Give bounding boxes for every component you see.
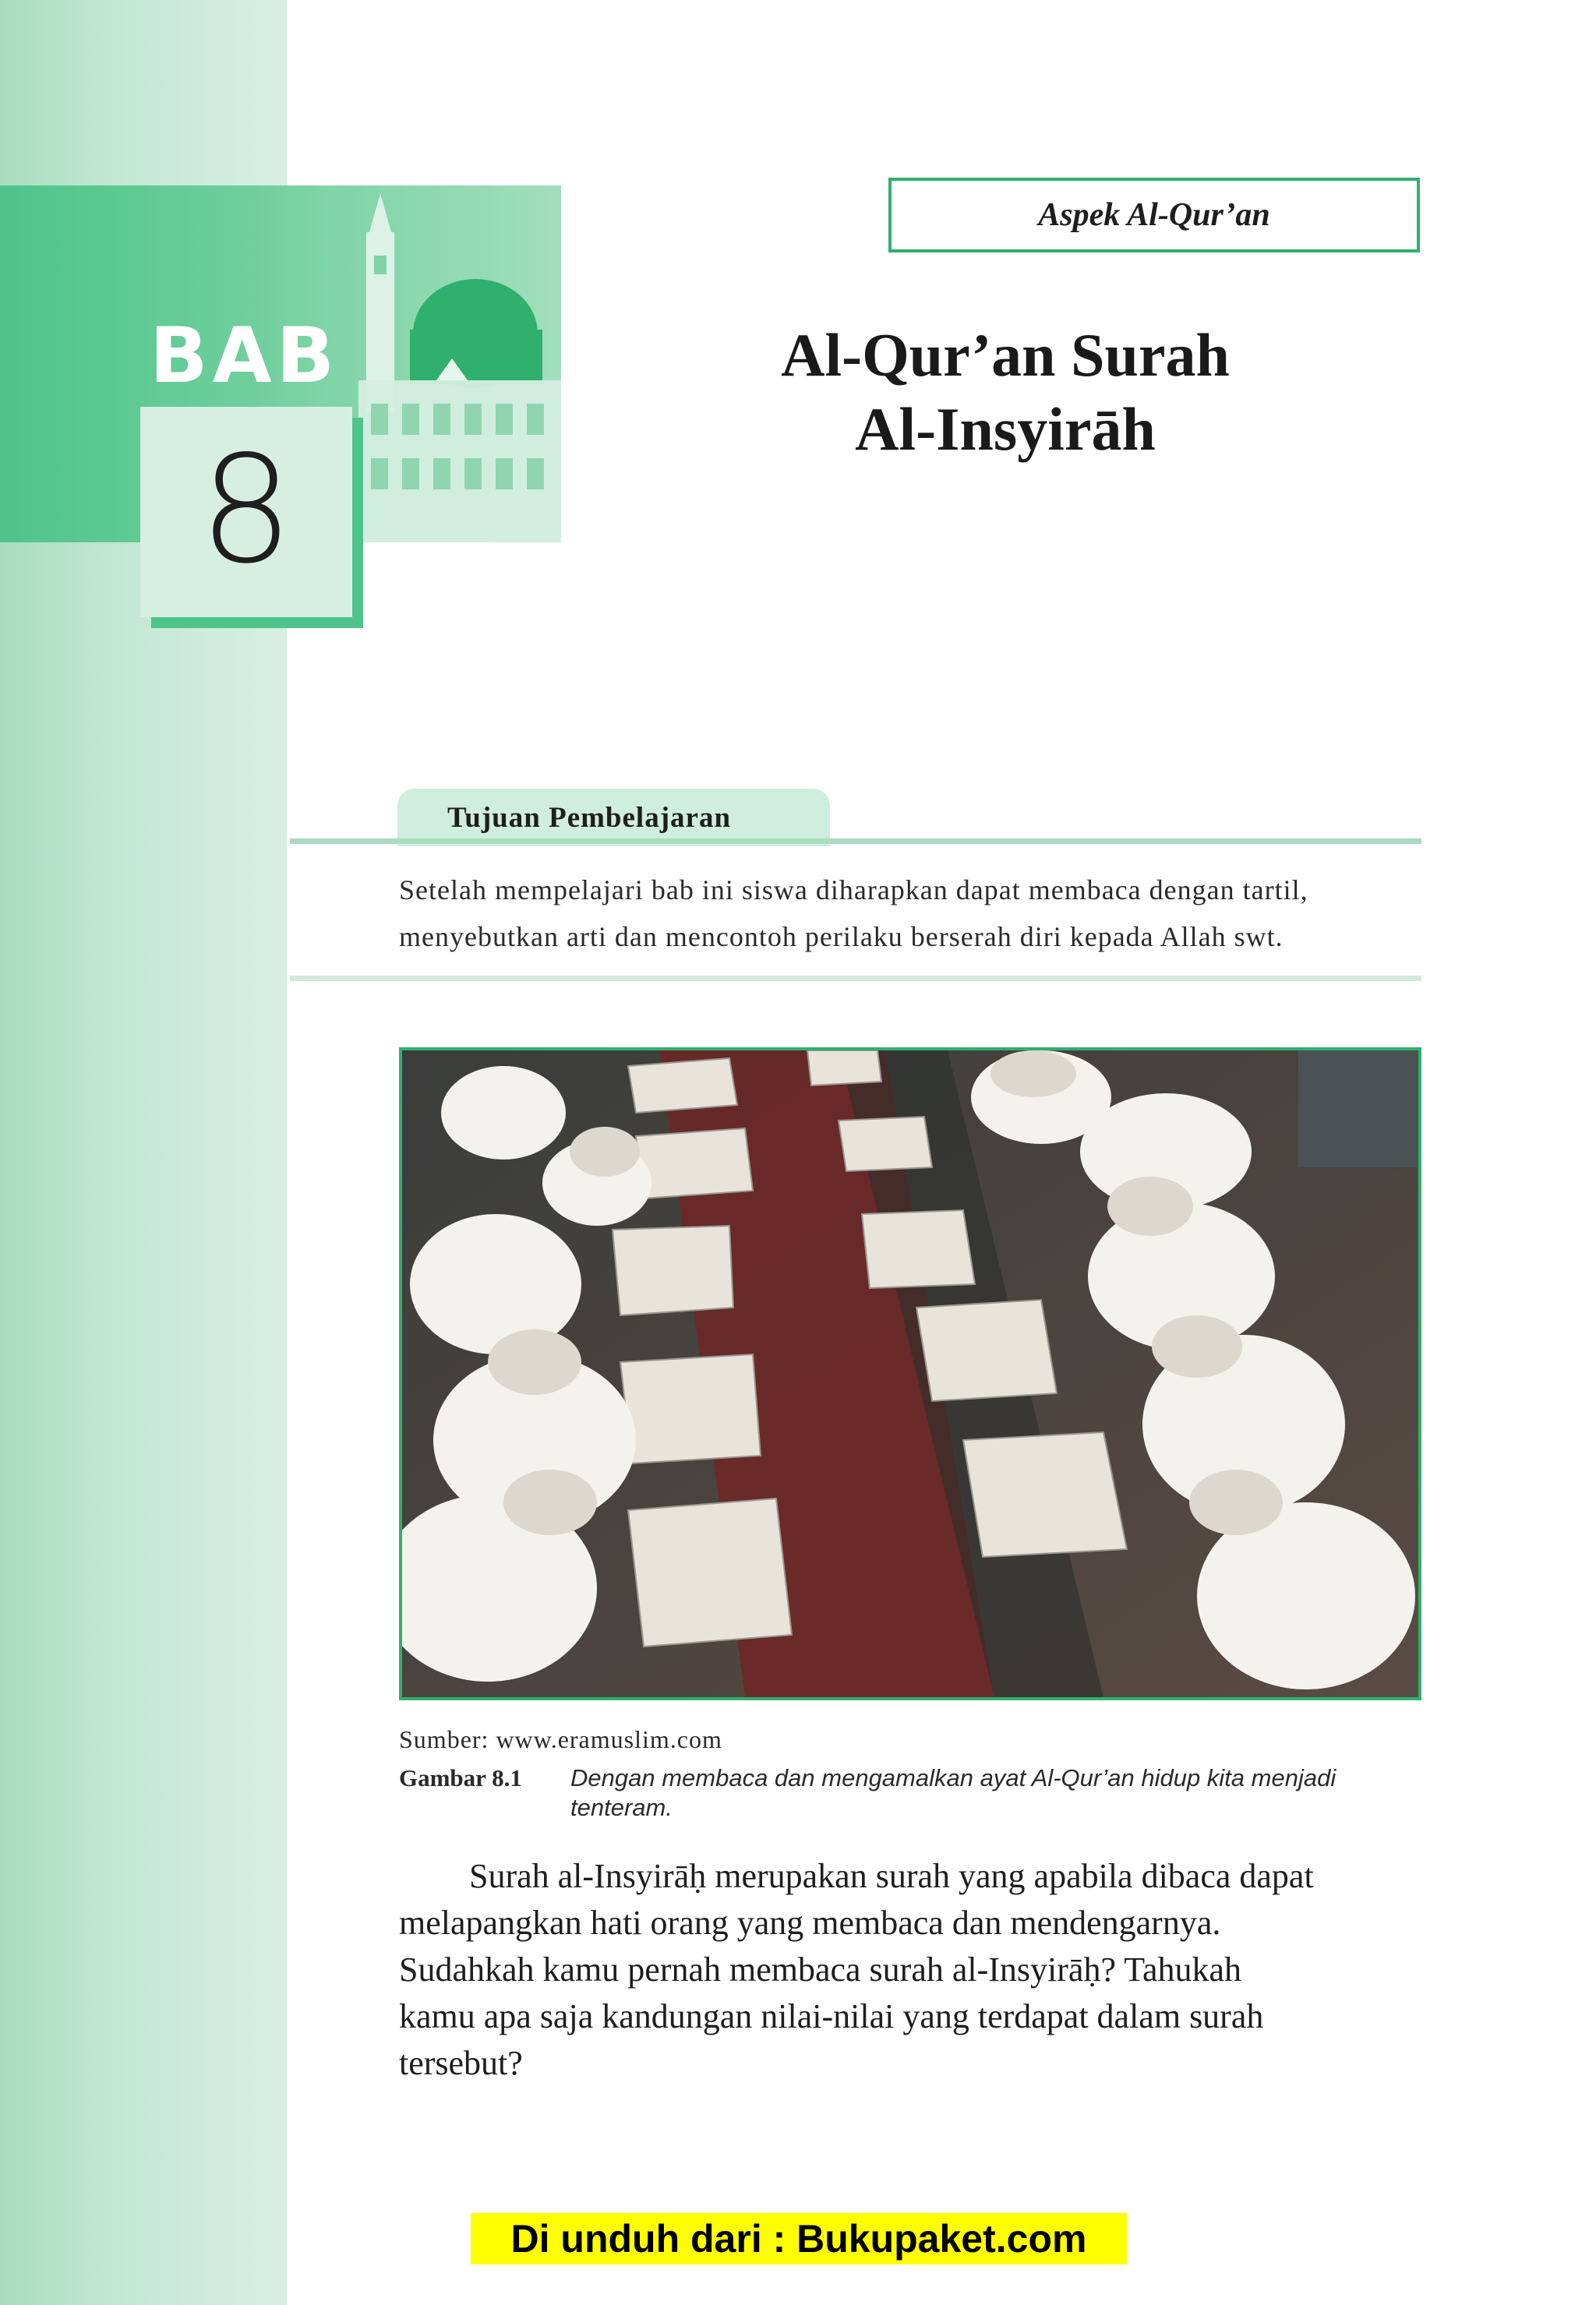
learning-goals-line2: menyebutkan arti dan mencontoh perilaku berserah diri kepada Allah swt. (399, 921, 1284, 952)
download-source-banner (471, 2213, 1127, 2264)
figure-caption (399, 1763, 1428, 1794)
figure-label: Gambar 8.1 (399, 1764, 522, 1791)
mosque-illustration (343, 185, 561, 542)
body-line5: tersebut? (399, 2044, 523, 2082)
body-line2: melapangkan hati orang yang membaca dan mendengarnya. (399, 1904, 1221, 1942)
aspect-label: Aspek Al-Qur’an (1038, 197, 1270, 233)
figure-source: Sumber: www.eramuslim.com (399, 1725, 722, 1753)
figure-caption-line1: Dengan membaca dan mengamalkan ayat Al-Qur’an hidup kita menjadi (570, 1764, 1336, 1791)
download-source-text: Di unduh dari : Bukupaket.com (510, 2217, 1087, 2261)
chapter-title (686, 318, 1325, 466)
learning-goals-divider-top (290, 838, 1421, 844)
learning-goals-line1: Setelah mempelajari bab ini siswa diharapkan dapat membaca dengan tartil, (399, 874, 1308, 905)
chapter-number: 8 (199, 424, 294, 596)
learning-goals-text (399, 867, 1428, 960)
body-line4: kamu apa saja kandungan nilai-nilai yang terdapat dalam surah (399, 1997, 1264, 2035)
body-line3: Sudahkah kamu pernah membaca surah al-Insyirāḥ? Tahukah (399, 1950, 1242, 1989)
body-paragraph (399, 1853, 1420, 2087)
learning-goals-tab (397, 789, 830, 846)
learning-goals-divider-bottom (290, 976, 1421, 981)
chapter-title-line2: Al-Insyirāh (855, 395, 1156, 464)
figure-caption-line2: tenteram. (570, 1794, 673, 1821)
aspect-box (888, 178, 1420, 252)
chapter-number-box (140, 407, 352, 617)
body-line1: Surah al-Insyirāḥ merupakan surah yang apabila dibaca dapat (469, 1857, 1314, 1895)
chapter-title-line1: Al-Qur’an Surah (781, 321, 1230, 389)
students-reading-quran-photo (399, 1047, 1421, 1700)
learning-goals-heading: Tujuan Pembelajaran (447, 801, 732, 834)
bab-label: BAB (150, 312, 340, 401)
